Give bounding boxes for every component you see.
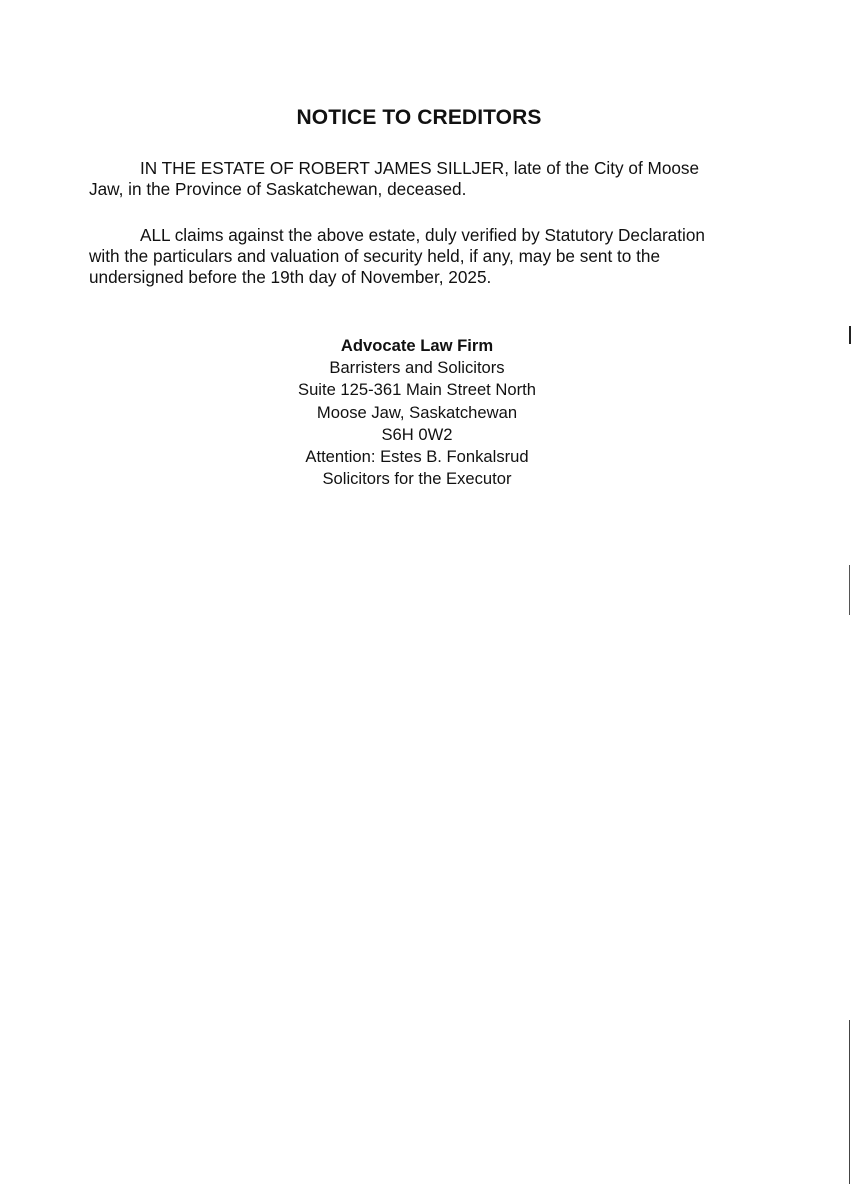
paragraph-line: Jaw, in the Province of Saskatchewan, deceased. xyxy=(89,179,467,199)
paragraph-line: with the particulars and valuation of security held, if any, may be sent to the xyxy=(89,246,660,266)
paragraph-line: ALL claims against the above estate, duly verified by Statutory Declaration xyxy=(140,225,705,245)
claims-paragraph xyxy=(89,225,754,288)
paragraph-line: IN THE ESTATE OF ROBERT JAMES SILLJER, late of the City of Moose xyxy=(140,158,700,178)
signature-postal-code: S6H 0W2 xyxy=(381,424,453,444)
page-title: NOTICE TO CREDITORS xyxy=(296,106,542,129)
scan-edge-mark xyxy=(849,565,850,615)
signature-role: Solicitors for the Executor xyxy=(322,469,512,489)
signature-address: Suite 125-361 Main Street North xyxy=(298,380,536,400)
paragraph-line: undersigned before the 19th day of November, 2025. xyxy=(89,267,492,287)
signature-line: Barristers and Solicitors xyxy=(329,358,505,378)
scan-edge-mark xyxy=(849,326,851,344)
signature-city: Moose Jaw, Saskatchewan xyxy=(316,402,518,422)
signature-block xyxy=(0,335,834,490)
estate-paragraph xyxy=(89,158,754,200)
scan-edge-mark xyxy=(849,1020,850,1184)
signature-attention: Attention: Estes B. Fonkalsrud xyxy=(305,447,529,467)
firm-name: Advocate Law Firm xyxy=(340,336,494,355)
